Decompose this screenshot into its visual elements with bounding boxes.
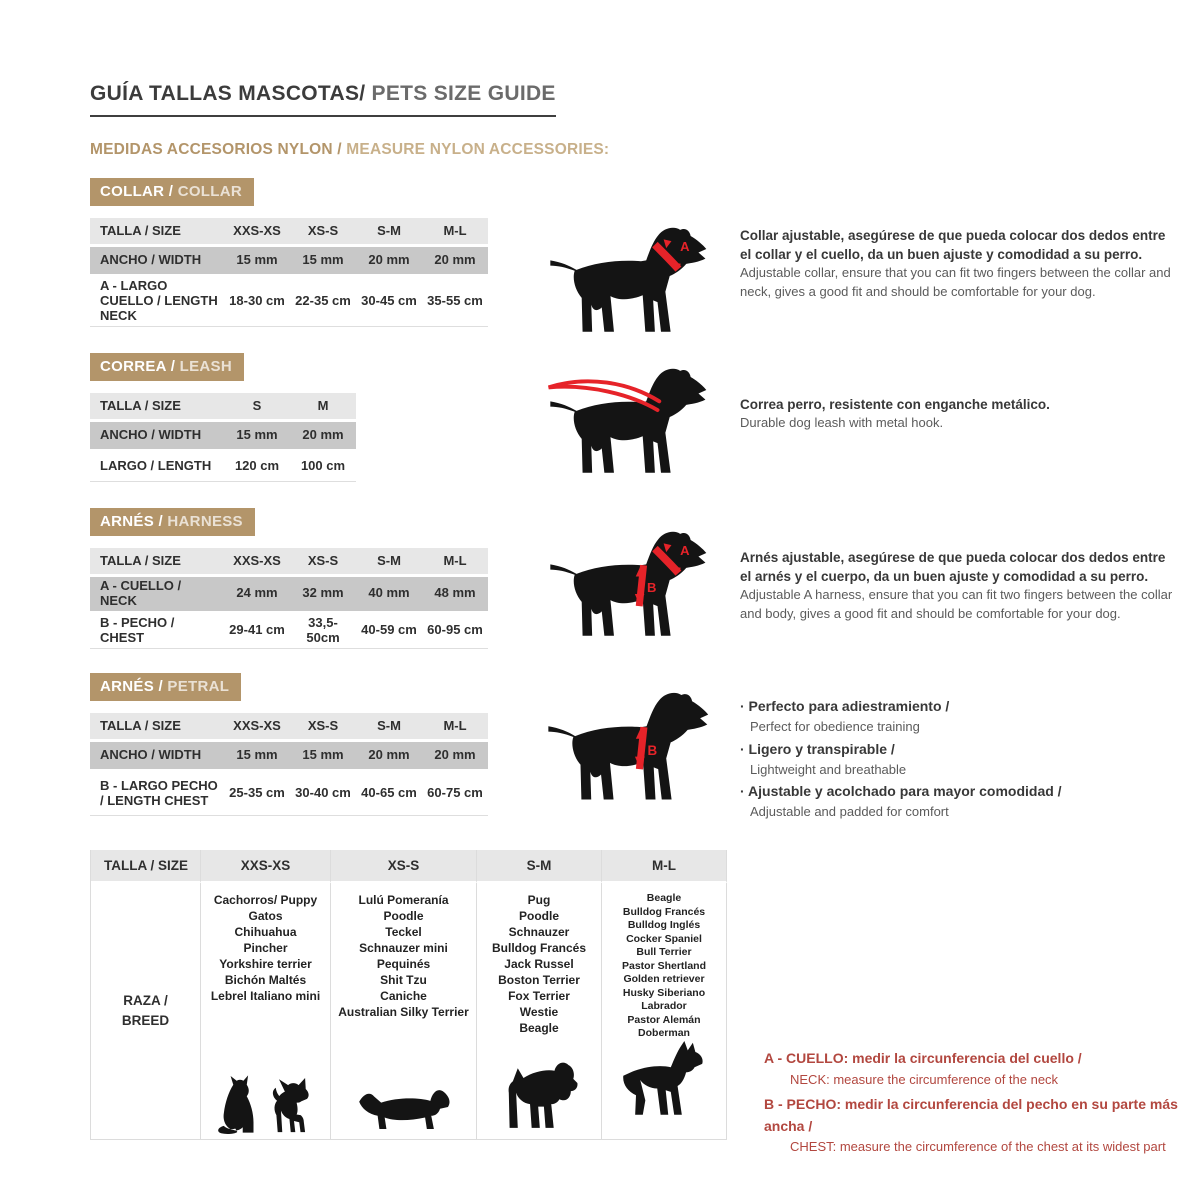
petral-badge-en: PETRAL [167, 678, 230, 695]
leash-badge-en: LEASH [179, 358, 232, 375]
list-item: Bichón Maltés [224, 973, 307, 987]
list-item: Jack Russel [504, 957, 574, 971]
breed-list-s-m [477, 883, 601, 1036]
list-item: Poodle [383, 909, 424, 923]
list-item: 60-95 cm [422, 614, 488, 649]
breed-table [90, 850, 727, 1140]
list-item: Gatos [248, 909, 283, 923]
petral-bullet-3-en: Adjustable and padded for comfort [750, 804, 949, 820]
list-item: M-L [422, 713, 488, 739]
collar-badge-es: COLLAR / [100, 183, 174, 200]
harness-description [740, 548, 1178, 623]
breed-label-es: RAZA / [123, 992, 168, 1008]
list-item: Beagle [519, 1021, 559, 1035]
list-item: 20 mm [290, 422, 356, 449]
list-item: Schnauzer mini [359, 941, 448, 955]
harness-marker-b: B [647, 580, 657, 596]
list-item: Caniche [380, 989, 427, 1003]
petral-bullets [740, 695, 1178, 823]
list-item: 18-30 cm [224, 277, 290, 327]
collar-marker-a: A [680, 238, 690, 254]
list-item: Poodle [518, 909, 559, 923]
page-subtitle-es: MEDIDAS ACCESORIOS NYLON / [90, 141, 342, 158]
list-item: Beagle [646, 892, 682, 904]
list-item: S-M [356, 713, 422, 739]
list-item: Husky Siberiano [622, 986, 706, 999]
list-item: ANCHO / WIDTH [90, 742, 224, 769]
list-item: Teckel [385, 925, 422, 939]
collar-desc-es: Collar ajustable, asegúrese de que pueda colocar dos dedos entre el collar y el cuello, da un buen ajuste y comodidad a su perro. [740, 228, 1166, 263]
list-item: Boston Terrier [498, 973, 580, 987]
list-item: XXS-XS [224, 218, 290, 244]
list-item: XS-S [290, 218, 356, 244]
list-item: Pastor Alemán [627, 1013, 701, 1026]
list-item: 15 mm [290, 742, 356, 769]
list-item: 15 mm [224, 422, 290, 449]
harness-badge [90, 508, 255, 536]
breed-label-en: BREED [121, 1012, 170, 1028]
harness-desc-es: Arnés ajustable, asegúrese de que pueda colocar dos dedos entre el arnés y el cuerpo, da un buen ajuste y comodidad a su perro. [740, 550, 1166, 585]
page-title [90, 82, 556, 117]
list-item: XXS-XS [224, 548, 290, 574]
list-item: 40 mm [356, 577, 422, 611]
list-item: M-L [602, 850, 727, 883]
list-item: ANCHO / WIDTH [90, 422, 224, 449]
list-item: Pincher [243, 941, 288, 955]
leash-description [740, 395, 1178, 433]
dachshund-silhouette [331, 1078, 476, 1139]
list-item: ANCHO / WIDTH [90, 247, 224, 274]
doberman-silhouette [602, 1041, 726, 1139]
list-item: 35-55 cm [422, 277, 488, 327]
list-item: 25-35 cm [224, 772, 290, 816]
list-item: Doberman [638, 1027, 690, 1039]
list-item: Bull Terrier [636, 946, 692, 958]
petral-section [90, 673, 1170, 820]
list-item: Cachorros/ Puppy [213, 893, 318, 907]
list-item: Fox Terrier [508, 989, 570, 1003]
breed-row-label [91, 883, 201, 1140]
list-item: 20 mm [356, 247, 422, 274]
cat-icon [214, 1074, 262, 1136]
list-item: 15 mm [290, 247, 356, 274]
dog-collar-illustration [538, 222, 723, 344]
list-item: S-M [477, 850, 602, 883]
petral-bullet-3-es: · Ajustable y acolchado para mayor comodidad / [740, 783, 1062, 800]
list-item: Golden retriever [623, 973, 705, 985]
list-item: Lebrel Italiano mini [210, 989, 321, 1003]
list-item: 15 mm [224, 742, 290, 769]
list-item: 22-35 cm [290, 277, 356, 327]
cat-and-chihuahua-silhouettes [201, 1074, 330, 1139]
list-item: TALLA / SIZE [90, 548, 224, 574]
list-item: 20 mm [422, 247, 488, 274]
dog-harness-illustration [538, 526, 723, 648]
note-b-en: CHEST: measure the circumference of the chest at its widest part [790, 1139, 1166, 1155]
harness-marker-a: A [680, 542, 690, 558]
list-item: 120 cm [224, 452, 290, 482]
list-item: Chihuahua [234, 925, 297, 939]
list-item: Bulldog Francés [622, 905, 706, 918]
breed-cell-xs-s [331, 883, 477, 1140]
measurement-notes [764, 1048, 1194, 1161]
breed-cell-xxs-xs [201, 883, 331, 1140]
list-item: M-L [422, 218, 488, 244]
leash-section [90, 353, 1170, 482]
dachshund-icon [354, 1078, 454, 1136]
list-item: 40-65 cm [356, 772, 422, 816]
collar-section [90, 178, 1170, 327]
dog-petral-illustration [538, 687, 723, 812]
list-item: Pastor Shertland [621, 959, 707, 972]
list-item: M-L [422, 548, 488, 574]
collar-badge-en: COLLAR [177, 183, 242, 200]
list-item: Yorkshire terrier [219, 957, 312, 971]
list-item: Bulldog Francés [491, 941, 586, 955]
breed-list-m-l [602, 883, 726, 1041]
list-item: S [224, 393, 290, 419]
list-item: Labrador [641, 1000, 687, 1012]
page-title-en: PETS SIZE GUIDE [365, 82, 556, 105]
note-a-es: A - CUELLO: medir la circunferencia del cuello / [764, 1050, 1082, 1066]
list-item: XS-S [331, 850, 477, 883]
leash-desc-en: Durable dog leash with metal hook. [740, 415, 944, 431]
schnauzer-silhouette [477, 1056, 601, 1139]
list-item: B - LARGO PECHO / LENGTH CHEST [90, 772, 224, 816]
petral-bullet-1-en: Perfect for obedience training [750, 719, 920, 735]
list-item: S-M [356, 548, 422, 574]
breed-list-xxs-xs [201, 883, 330, 1004]
list-item: Cocker Spaniel [626, 932, 702, 945]
list-item: Pequinés [376, 957, 431, 971]
page-title-es: GUÍA TALLAS MASCOTAS/ [90, 82, 366, 105]
harness-badge-es: ARNÉS / [100, 513, 163, 530]
list-item: XXS-XS [201, 850, 331, 883]
list-item: Lulú Pomeranía [358, 893, 449, 907]
petral-badge-es: ARNÉS / [100, 678, 163, 695]
leash-badge [90, 353, 244, 381]
petral-bullet-2-en: Lightweight and breathable [750, 761, 907, 777]
list-item: Schnauzer [508, 925, 570, 939]
list-item: 24 mm [224, 577, 290, 611]
collar-description [740, 226, 1178, 301]
list-item: Shit Tzu [380, 973, 427, 987]
list-item: 40-59 cm [356, 614, 422, 649]
page-subtitle-en: MEASURE NYLON ACCESSORIES: [341, 141, 610, 158]
harness-badge-en: HARNESS [167, 513, 243, 530]
list-item: A - LARGO CUELLO / LENGTH NECK [90, 277, 224, 327]
list-item: 30-45 cm [356, 277, 422, 327]
list-item: 30-40 cm [290, 772, 356, 816]
list-item: 29-41 cm [224, 614, 290, 649]
list-item: Bulldog Inglés [627, 919, 701, 931]
list-item: TALLA / SIZE [90, 713, 224, 739]
list-item: 60-75 cm [422, 772, 488, 816]
breed-list-xs-s [331, 883, 476, 1020]
list-item: 48 mm [422, 577, 488, 611]
list-item: A - CUELLO / NECK [90, 577, 224, 611]
list-item: M [290, 393, 356, 419]
list-item: 100 cm [290, 452, 356, 482]
list-item: XS-S [290, 713, 356, 739]
list-item: TALLA / SIZE [90, 218, 224, 244]
schnauzer-icon [500, 1056, 578, 1136]
list-item: XXS-XS [224, 713, 290, 739]
note-b-es: B - PECHO: medir la circunferencia del pecho en su parte más ancha / [764, 1095, 1178, 1134]
dog-leash-illustration [538, 363, 723, 485]
list-item: 33,5-50cm [290, 614, 356, 649]
page-subtitle [90, 141, 609, 159]
petral-marker-b: B [647, 742, 658, 758]
list-item: TALLA / SIZE [91, 850, 201, 883]
petral-bullet-1-es: · Perfecto para adiestramiento / [740, 698, 950, 714]
list-item: 15 mm [224, 247, 290, 274]
list-item: LARGO / LENGTH [90, 452, 224, 482]
breed-cell-s-m [477, 883, 602, 1140]
list-item: Australian Silky Terrier [338, 1005, 469, 1019]
list-item: S-M [356, 218, 422, 244]
collar-desc-en: Adjustable collar, ensure that you can fit two fingers between the collar and neck, gives a good fit and should be comfortable for your dog. [740, 265, 1171, 299]
leash-desc-es: Correa perro, resistente con enganche metálico. [740, 397, 1050, 412]
list-item: Westie [519, 1005, 559, 1019]
list-item: 20 mm [356, 742, 422, 769]
list-item: B - PECHO / CHEST [90, 614, 224, 649]
breed-cell-m-l [602, 883, 727, 1140]
harness-section [90, 508, 1173, 649]
doberman-icon [615, 1041, 713, 1136]
chihuahua-icon [270, 1076, 318, 1136]
harness-desc-en: Adjustable A harness, ensure that you can fit two fingers between the collar and body, gives a good fit and should be comfortable for your dog. [740, 587, 1173, 621]
list-item: 32 mm [290, 577, 356, 611]
collar-badge [90, 178, 254, 206]
leash-badge-es: CORREA / [100, 358, 176, 375]
list-item: TALLA / SIZE [90, 393, 224, 419]
note-a-en: NECK: measure the circumference of the neck [790, 1071, 1059, 1087]
petral-badge [90, 673, 241, 701]
list-item: Pug [527, 893, 551, 907]
list-item: 20 mm [422, 742, 488, 769]
petral-bullet-2-es: · Ligero y transpirable / [740, 740, 895, 757]
list-item: XS-S [290, 548, 356, 574]
